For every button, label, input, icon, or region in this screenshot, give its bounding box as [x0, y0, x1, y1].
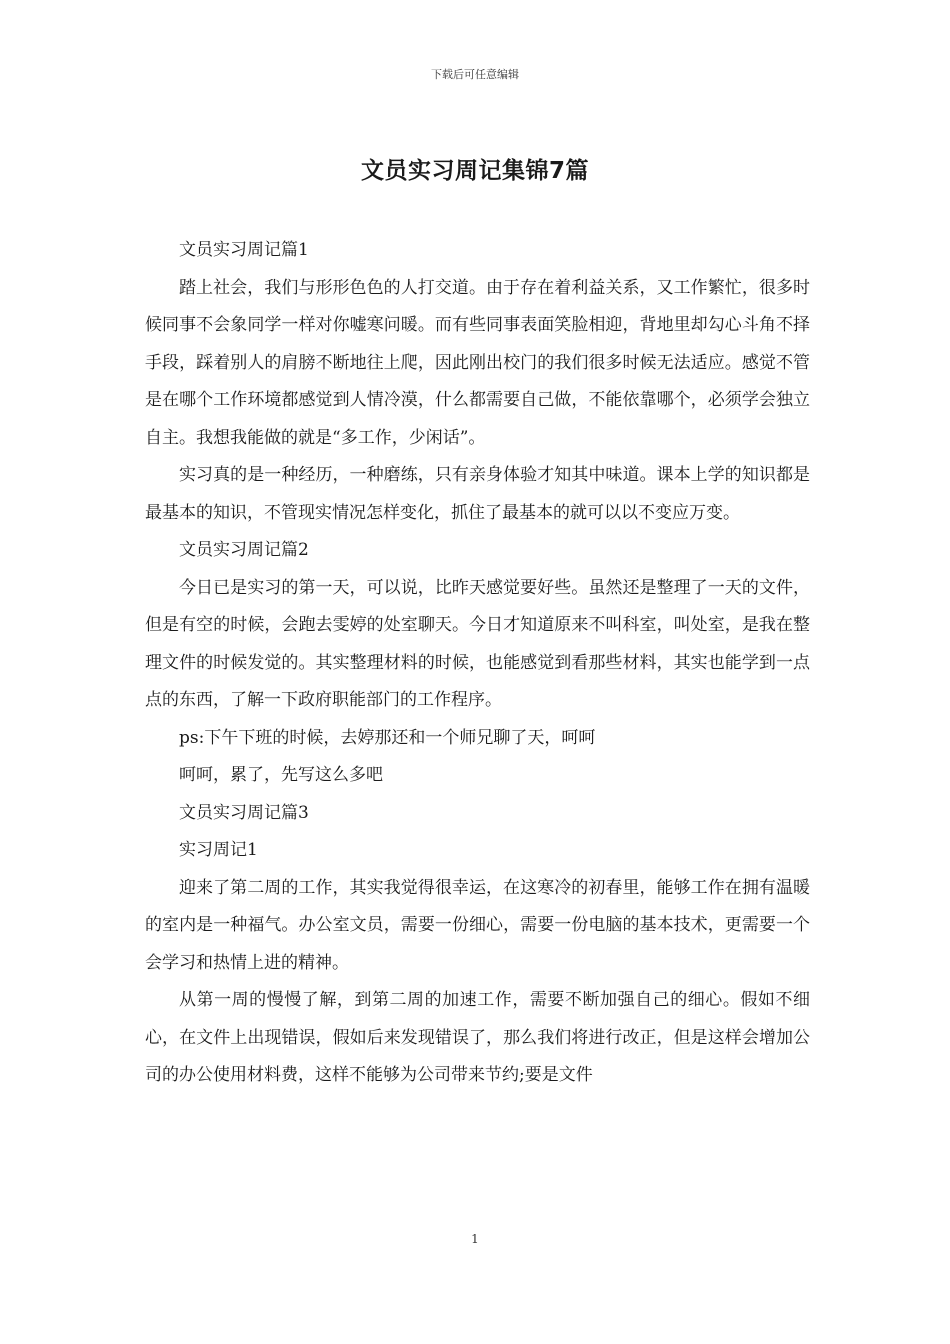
document-body	[145, 232, 810, 1095]
paragraph: 迎来了第二周的工作，其实我觉得很幸运，在这寒冷的初春里，能够工作在拥有温暖的室内是一种福气。办公室文员，需要一份细心，需要一份电脑的基本技术，更需要一个会学习和热情上进的精神。	[145, 877, 810, 973]
paragraph: 今日已是实习的第一天，可以说，比昨天感觉要好些。虽然还是整理了一天的文件，但是有空的时候，会跑去雯婷的处室聊天。今日才知道原来不叫科室，叫处室，是我在整理文件的时候发觉的。其实整理材料的时候，也能感觉到看那些材料，其实也能学到一点点的东西，了解一下政府职能部门的工作程序。	[145, 577, 810, 710]
document-title: 文员实习周记集锦7篇	[360, 158, 589, 184]
section-heading: 文员实习周记篇3	[179, 802, 309, 823]
section-heading: 文员实习周记篇1	[179, 240, 309, 260]
section-heading: 文员实习周记篇2	[179, 540, 309, 560]
paragraph: 踏上社会，我们与形形色色的人打交道。由于存在着利益关系，又工作繁忙，很多时候同事不会象同学一样对你嘘寒问暖。而有些同事表面笑脸相迎，背地里却勾心斗角不择手段，踩着别人的肩膀不断地往上爬，因此刚出校门的我们很多时候无法适应。感觉不管是在哪个工作环境都感觉到人情冷漠，什么都需要自己做，不能依靠哪个，必须学会独立自主。我想我能做的就是“多工作，少闲话”。	[145, 277, 810, 448]
paragraph: 从第一周的慢慢了解，到第二周的加速工作，需要不断加强自己的细心。假如不细心，在文件上出现错误，假如后来发现错误了，那么我们将进行改正，但是这样会增加公司的办公使用材料费，这样不能够为公司带来节约;要是文件	[145, 990, 810, 1085]
sub-heading: 实习周记1	[179, 840, 258, 860]
header-note: 下载后可任意编辑	[431, 68, 519, 81]
paragraph: ps:下午下班的时候，去婷那还和一个师兄聊了天，呵呵	[179, 727, 596, 748]
paragraph: 实习真的是一种经历，一种磨练，只有亲身体验才知其中味道。课本上学的知识都是最基本的知识，不管现实情况怎样变化，抓住了最基本的就可以以不变应万变。	[145, 465, 810, 523]
page-number: 1	[471, 1232, 479, 1246]
paragraph: 呵呵，累了，先写这么多吧	[179, 765, 383, 785]
